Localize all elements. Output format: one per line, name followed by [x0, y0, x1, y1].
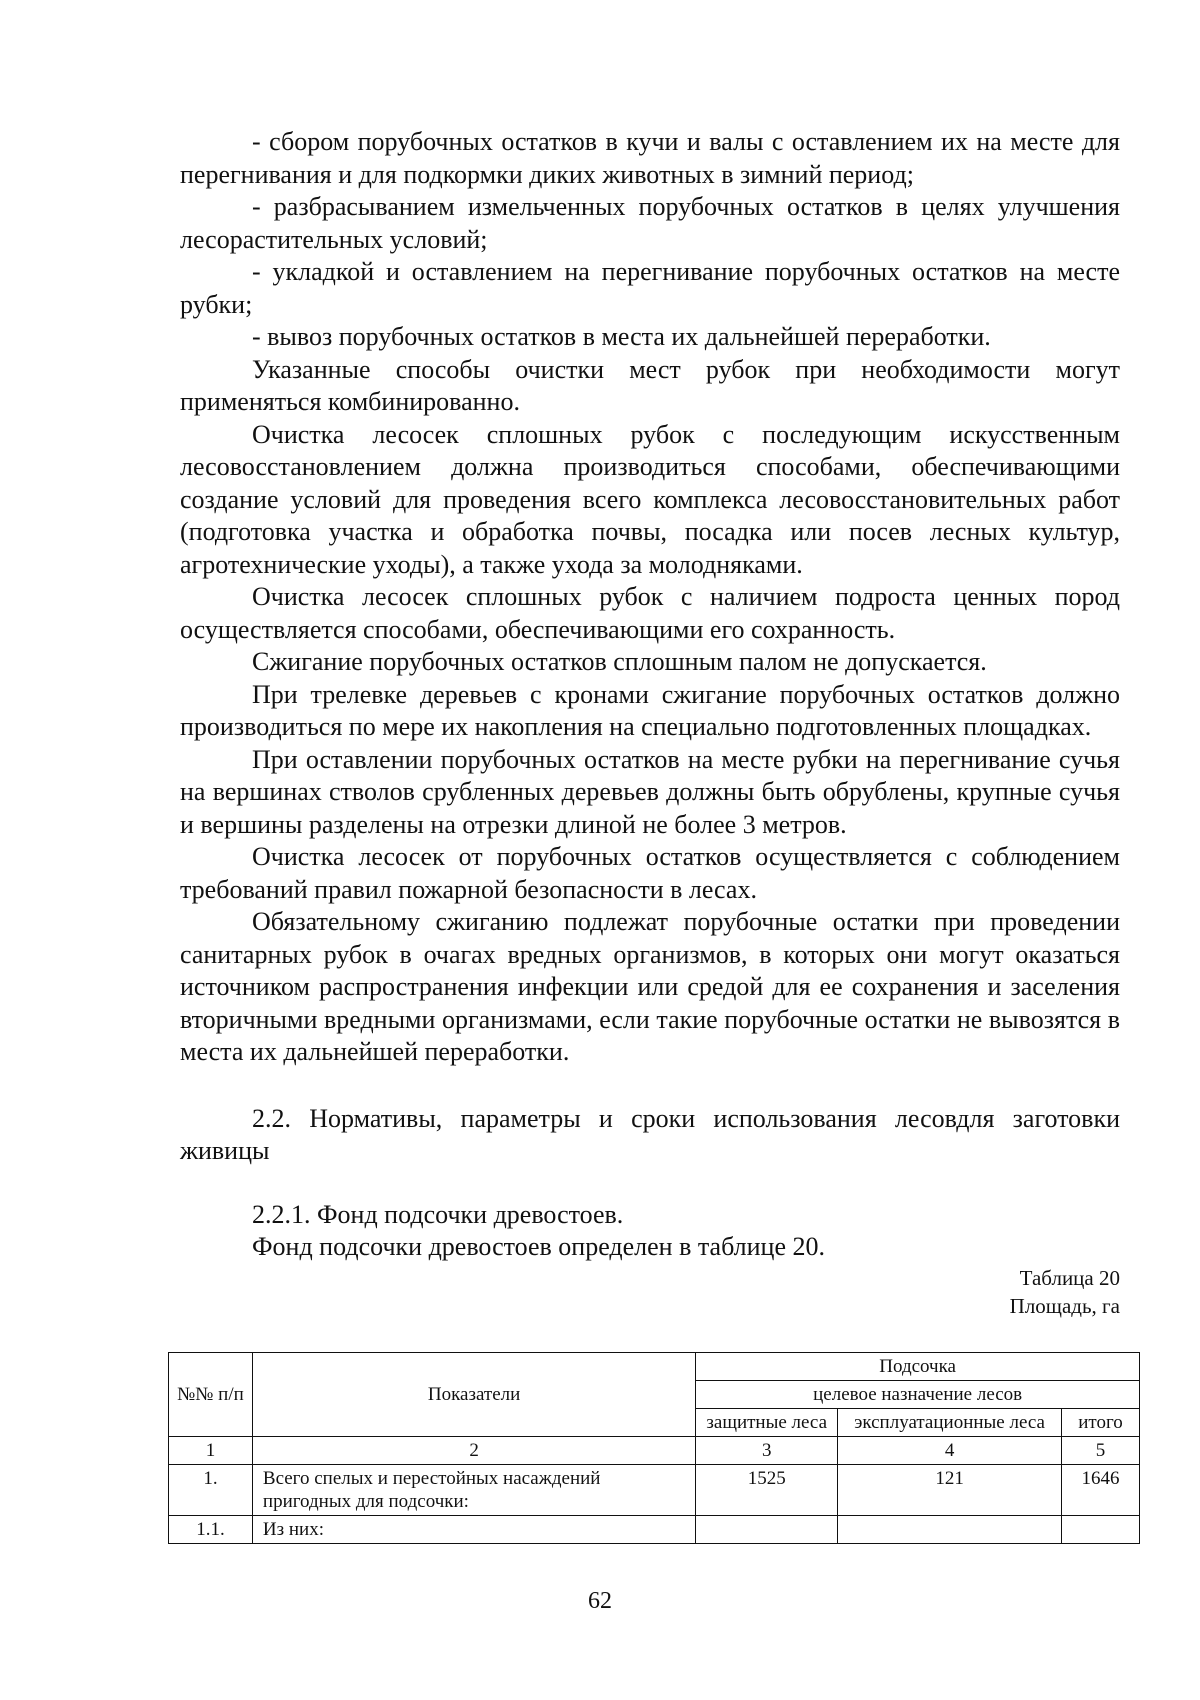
column-number: 1 — [169, 1437, 253, 1465]
header-indicator: Показатели — [252, 1353, 695, 1437]
row-total: 1646 — [1062, 1465, 1140, 1516]
paragraph: Сжигание порубочных остатков сплошным палом не допускается. — [252, 647, 987, 676]
row-protective — [696, 1516, 838, 1544]
column-number: 2 — [252, 1437, 695, 1465]
paragraph: Очистка лесосек от порубочных остатков осуществляется с соблюдением требований правил пожарной безопасности в лесах. — [180, 842, 1120, 904]
paragraph: Указанные способы очистки мест рубок при необходимости могут применяться комбинированно. — [180, 354, 1120, 416]
fund-table — [168, 1352, 1140, 1544]
row-num: 1.1. — [169, 1516, 253, 1544]
table-column-numbers-row — [169, 1437, 1140, 1465]
table-unit: Площадь, га — [1009, 1293, 1120, 1318]
paragraph: Обязательному сжиганию подлежат порубочные остатки при проведении санитарных рубок в очагах вредных организмов, в которых они могут оказаться источником распространения инфекции или средой для ее сохранения и заселения вторичными вредными организмами, если такие порубочные остатки не вывозятся в места их дальнейшей переработки. — [180, 907, 1120, 1066]
row-exploitation — [838, 1516, 1062, 1544]
header-num: №№ п/п — [169, 1353, 253, 1437]
row-indicator: Из них: — [252, 1516, 695, 1544]
subsection-text: Фонд подсочки древостоев определен в таблице 20. — [252, 1232, 826, 1261]
row-protective: 1525 — [696, 1465, 838, 1516]
paragraph: Очистка лесосек сплошных рубок с последующим искусственным лесовосстановлением должна производиться способами, обеспечивающими создание условий для проведения всего комплекса лесовосстановительных работ (подготовка участка и обработка почвы, посадка или посев лесных культур, агротехнические уходы), а также ухода за молодняками. — [180, 419, 1120, 579]
subsection-heading: 2.2.1. Фонд подсочки древостоев. — [252, 1199, 624, 1229]
section-heading: 2.2. Нормативы, параметры и сроки использования лесовдля заготовки живицы — [180, 1103, 1120, 1165]
header-exploitation: эксплуатационные леса — [838, 1409, 1062, 1437]
header-group: Подсочка — [696, 1353, 1140, 1381]
paragraph: - вывоз порубочных остатков в места их дальнейшей переработки. — [252, 322, 991, 351]
row-num: 1. — [169, 1465, 253, 1516]
header-subgroup: целевое назначение лесов — [696, 1381, 1140, 1409]
column-number: 4 — [838, 1437, 1062, 1465]
body-text — [180, 126, 1120, 1320]
row-total — [1062, 1516, 1140, 1544]
header-protective: защитные леса — [696, 1409, 838, 1437]
table-row — [169, 1465, 1140, 1516]
paragraph: При трелевке деревьев с кронами сжигание порубочных остатков должно производиться по мере их накопления на специально подготовленных площадках. — [180, 679, 1120, 741]
paragraph: - сбором порубочных остатков в кучи и валы с оставлением их на месте для перегнивания и для подкормки диких животных в зимний период; — [180, 127, 1120, 189]
header-total: итого — [1062, 1409, 1140, 1437]
row-exploitation: 121 — [838, 1465, 1062, 1516]
paragraph: Очистка лесосек сплошных рубок с наличием подроста ценных пород осуществляется способами, обеспечивающими его сохранность. — [180, 582, 1120, 644]
table-row — [169, 1516, 1140, 1544]
column-number: 3 — [696, 1437, 838, 1465]
table-caption: Таблица 20 — [1019, 1265, 1120, 1290]
paragraph: - разбрасыванием измельченных порубочных остатков в целях улучшения лесорастительных условий; — [180, 192, 1120, 254]
column-number: 5 — [1062, 1437, 1140, 1465]
page-number: 62 — [588, 1588, 612, 1614]
paragraph: - укладкой и оставлением на перегнивание порубочных остатков на месте рубки; — [180, 257, 1120, 319]
table-header-row — [169, 1353, 1140, 1381]
paragraph: При оставлении порубочных остатков на месте рубки на перегнивание сучья на вершинах стволов срубленных деревьев должны быть обрублены, крупные сучья и вершины разделены на отрезки длиной не более 3 метров. — [180, 744, 1120, 839]
row-indicator: Всего спелых и перестойных насаждений пригодных для подсочки: — [252, 1465, 695, 1516]
